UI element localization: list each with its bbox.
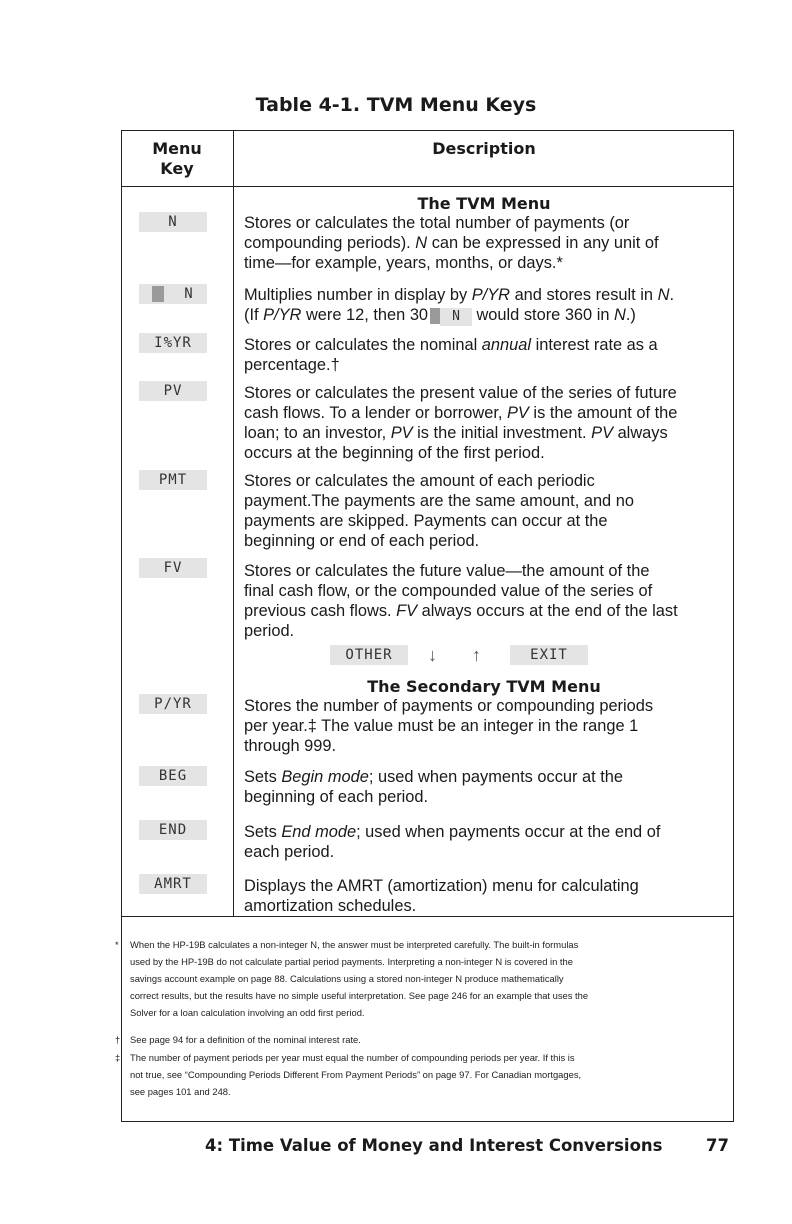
footnote-star xyxy=(115,936,722,1021)
shift-key-icon xyxy=(430,308,440,324)
desc-var: P/YR xyxy=(471,286,511,304)
down-arrow-icon: ↓ xyxy=(428,645,437,665)
desc-text: can be expressed in any unit of xyxy=(427,234,659,252)
desc-var: PV xyxy=(591,424,614,442)
desc-line xyxy=(244,423,716,443)
description-p-yr xyxy=(244,696,716,756)
desc-text: ; used when payments occur at the end of xyxy=(356,823,661,841)
desc-line: beginning of each period. xyxy=(244,788,429,806)
desc-line: beginning or end of each period. xyxy=(244,532,480,550)
column-divider xyxy=(233,130,234,916)
footnote-marker: ‡ xyxy=(115,1052,121,1063)
desc-line: each period. xyxy=(244,843,335,861)
desc-emphasis: annual xyxy=(481,336,532,354)
desc-text: ; used when payments occur at the xyxy=(368,768,624,786)
desc-line: Stores or calculates the total number of payments (or xyxy=(244,214,630,232)
footnote-line: When the HP-19B calculates a non-integer N, the answer must be interpreted carefully. The built-in formulas xyxy=(130,939,579,950)
key-label: N xyxy=(184,286,194,302)
description-beg xyxy=(244,767,716,807)
desc-text: were 12, then 30 xyxy=(301,306,429,324)
menu-key-exit[interactable]: EXIT xyxy=(510,645,588,665)
description-fv xyxy=(244,561,716,641)
desc-line xyxy=(244,601,716,621)
desc-line: Displays the AMRT (amortization) menu for calculating xyxy=(244,877,639,895)
desc-text: (If xyxy=(244,306,264,324)
desc-text: Sets xyxy=(244,768,282,786)
desc-var: N xyxy=(614,306,626,324)
menu-key-pv[interactable]: PV xyxy=(139,381,207,401)
desc-line: payments are skipped. Payments can occur at the xyxy=(244,512,608,530)
desc-line: Stores or calculates the future value—the amount of the xyxy=(244,562,650,580)
desc-text: always xyxy=(613,424,668,442)
desc-var: PV xyxy=(507,404,529,422)
page-footer-chapter: 4: Time Value of Money and Interest Conversions xyxy=(205,1136,663,1155)
description-pv xyxy=(244,383,716,463)
menu-key-other[interactable]: OTHER xyxy=(330,645,408,665)
description-i-yr xyxy=(244,335,716,375)
menu-key-end[interactable]: END xyxy=(139,820,207,840)
desc-line xyxy=(244,767,716,787)
menu-key-shift-n[interactable] xyxy=(139,284,207,304)
desc-line: Stores or calculates the amount of each periodic xyxy=(244,472,595,490)
desc-line: period. xyxy=(244,622,295,640)
desc-line xyxy=(244,403,716,423)
desc-var: P/YR xyxy=(263,306,302,324)
footnote-line: See page 94 for a definition of the nominal interest rate. xyxy=(130,1034,361,1045)
up-arrow-icon: ↑ xyxy=(472,645,481,665)
desc-line xyxy=(244,285,716,305)
menu-key-beg[interactable]: BEG xyxy=(139,766,207,786)
menu-key-n[interactable]: N xyxy=(139,212,207,232)
desc-var: FV xyxy=(396,602,418,620)
desc-line: final cash flow, or the compounded value of the series of xyxy=(244,582,653,600)
desc-text: Multiplies number in display by xyxy=(244,286,472,304)
footnote-line: correct results, but the results have no simple useful interpretation. See page 246 for an example that uses the xyxy=(130,990,589,1001)
page-number: 77 xyxy=(706,1136,729,1155)
desc-text: cash flows. To a lender or borrower, xyxy=(244,404,507,422)
desc-line: percentage.† xyxy=(244,356,340,374)
menu-key-p-yr[interactable]: P/YR xyxy=(139,694,207,714)
desc-text: would store 360 in xyxy=(471,306,615,324)
desc-var: N xyxy=(415,234,428,252)
desc-line: time—for example, years, months, or days.* xyxy=(244,254,563,272)
desc-text: loan; to an investor, xyxy=(244,424,391,442)
description-n xyxy=(244,213,716,273)
header-divider xyxy=(121,186,734,187)
desc-line xyxy=(244,822,716,842)
desc-emphasis: Begin mode xyxy=(281,768,369,786)
desc-emphasis: End mode xyxy=(281,823,357,841)
inline-key-n: N xyxy=(440,308,472,326)
desc-text: Stores or calculates the nominal xyxy=(244,336,482,354)
desc-line: payment.The payments are the same amount, and no xyxy=(244,492,634,510)
desc-line xyxy=(244,305,716,326)
footnote-line: The number of payment periods per year must equal the number of compounding periods per year. If this is xyxy=(130,1052,575,1063)
footnote-dagger xyxy=(115,1031,722,1048)
desc-text: is the initial investment. xyxy=(412,424,592,442)
table-title: Table 4-1. TVM Menu Keys xyxy=(255,94,537,116)
desc-text: compounding periods). xyxy=(244,234,416,252)
menu-key-amrt[interactable]: AMRT xyxy=(139,874,207,894)
header-menu-label: Menu xyxy=(152,139,202,158)
footnote-line: Solver for a loan calculation involving an odd first period. xyxy=(130,1007,365,1018)
desc-text: . xyxy=(669,286,675,304)
desc-var: N xyxy=(657,286,670,304)
menu-key-i-yr[interactable]: I%YR xyxy=(139,333,207,353)
section-title-secondary-tvm-menu: The Secondary TVM Menu xyxy=(367,677,601,696)
desc-text: is the amount of the xyxy=(528,404,678,422)
description-shift-n xyxy=(244,285,716,326)
footnote-double-dagger xyxy=(115,1049,722,1100)
desc-text: always occurs at the end of the last xyxy=(417,602,678,620)
footnote-divider xyxy=(121,916,734,917)
desc-text: previous cash flows. xyxy=(244,602,397,620)
header-menu-key xyxy=(121,139,233,179)
footnote-marker: † xyxy=(115,1034,121,1045)
footnote-line: used by the HP-19B do not calculate partial period payments. Interpreting a non-integer N is covered in the xyxy=(130,956,573,967)
desc-line: through 999. xyxy=(244,737,337,755)
desc-line xyxy=(244,233,716,253)
menu-key-pmt[interactable]: PMT xyxy=(139,470,207,490)
desc-line: Stores the number of payments or compounding periods xyxy=(244,697,654,715)
desc-line: occurs at the beginning of the first period. xyxy=(244,444,545,462)
desc-line: per year.‡ The value must be an integer in the range 1 xyxy=(244,717,639,735)
menu-key-fv[interactable]: FV xyxy=(139,558,207,578)
footnote-line: not true, see “Compounding Periods Different From Payment Periods” on page 97. For Canadian mortgages, xyxy=(130,1069,582,1080)
description-end xyxy=(244,822,716,862)
desc-text: .) xyxy=(625,306,636,324)
description-pmt xyxy=(244,471,716,551)
desc-line xyxy=(244,335,716,355)
header-description: Description xyxy=(432,139,536,158)
description-amrt xyxy=(244,876,716,916)
footnote-line: savings account example on page 88. Calculations using a stored non-integer N produce mathematically xyxy=(130,973,564,984)
shift-key-icon xyxy=(152,286,164,302)
footnote-marker: * xyxy=(115,939,119,950)
menu-navigation-row xyxy=(330,645,630,667)
desc-var: PV xyxy=(390,424,413,442)
desc-text: interest rate as a xyxy=(531,336,658,354)
desc-line: amortization schedules. xyxy=(244,897,417,915)
desc-text: Sets xyxy=(244,823,282,841)
footnote-line: see pages 101 and 248. xyxy=(130,1086,231,1097)
desc-line: Stores or calculates the present value of the series of future xyxy=(244,384,677,402)
header-key-label: Key xyxy=(160,159,194,178)
section-title-tvm-menu: The TVM Menu xyxy=(417,194,551,213)
desc-text: and stores result in xyxy=(510,286,658,304)
